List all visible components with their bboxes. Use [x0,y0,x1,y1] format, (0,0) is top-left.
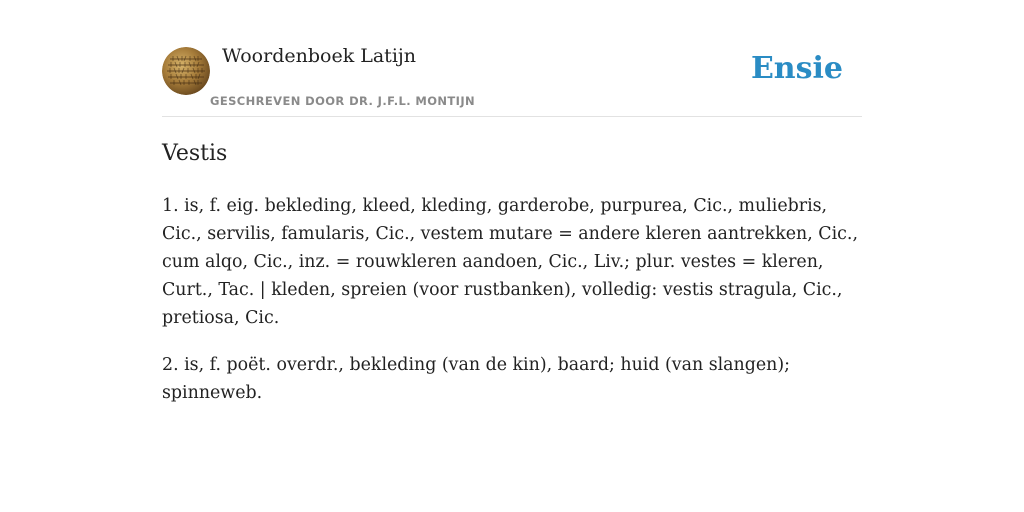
definition-item: 1. is, f. eig. bekleding, kleed, kleding, garderobe, purpurea, Cic., muliebris, Cic., servilis, famularis, Cic., vestem mutare = andere kleren aantrekken, Cic., cum alqo, Cic., inz. = rouwkleren aandoen, Cic., Liv.; plur. vestes = kleren, Curt., Tac. | kleden, spreien (voor rustbanken), volledig: vestis stragula, Cic., pretiosa, Cic. [162,196,858,328]
definition-list [162,192,862,426]
entry-title: Vestis [162,141,228,166]
book-title[interactable]: Woordenboek Latijn [222,45,417,67]
definition-item: 2. is, f. poët. overdr., bekleding (van de kin), baard; huid (van slangen); spinneweb. [162,355,791,403]
book-avatar[interactable] [162,47,210,95]
ensie-logo-link[interactable]: Ensie [750,51,843,86]
inscribed-coin-icon [162,47,210,95]
page-header [162,0,862,117]
author-byline: GESCHREVEN DOOR DR. J.F.L. MONTIJN [210,94,476,108]
page-container [162,0,862,403]
